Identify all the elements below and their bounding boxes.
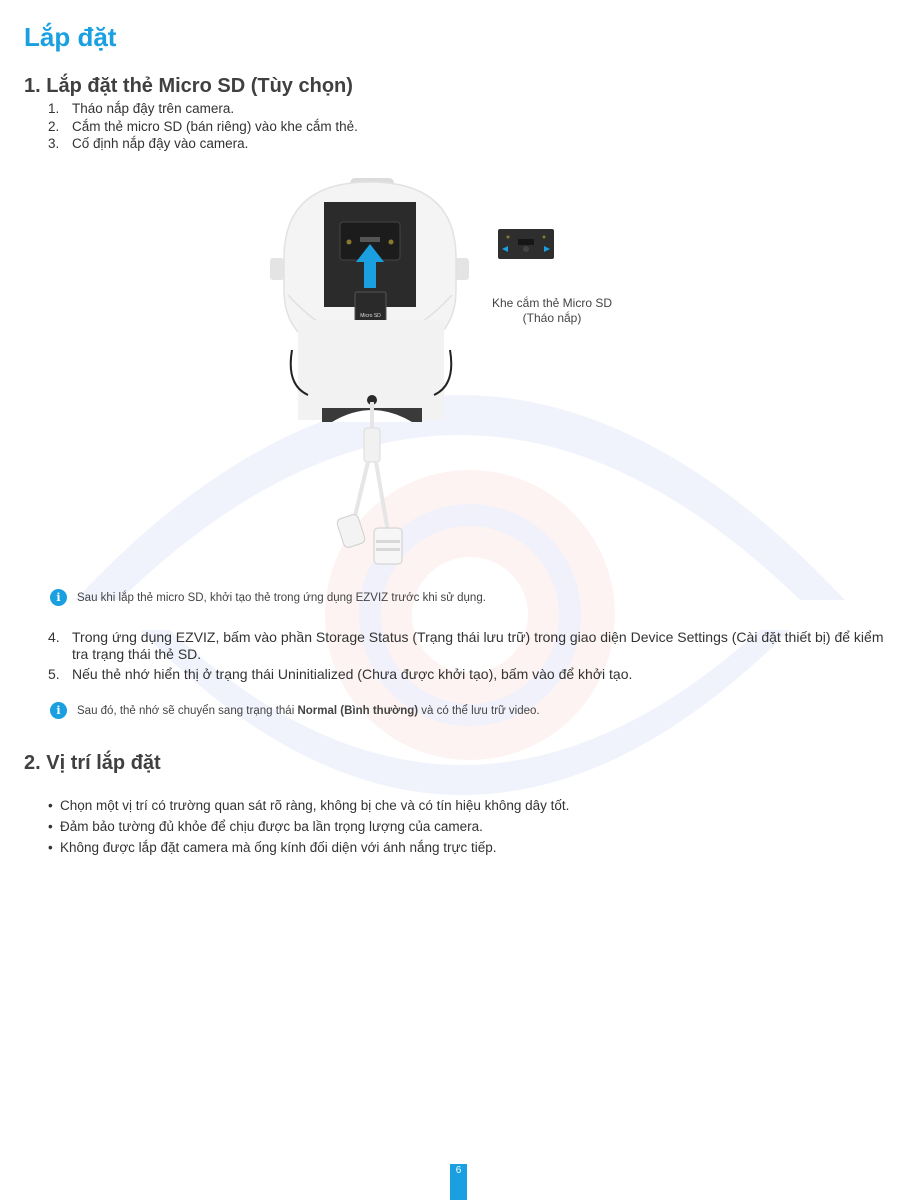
sd-slot-caption: Khe cắm thẻ Micro SD (Tháo nắp) bbox=[491, 296, 613, 325]
sd-install-steps bbox=[48, 100, 468, 153]
info-note: i Sau khi lắp thẻ micro SD, khởi tạo thẻ trong ứng dụng EZVIZ trước khi sử dụng. bbox=[50, 589, 486, 606]
position-bullets bbox=[48, 795, 569, 858]
camera-illustration bbox=[262, 170, 477, 570]
list-item: 2. Cắm thẻ micro SD (bán riêng) vào khe cắm thẻ. bbox=[48, 118, 358, 134]
list-item: 4. Trong ứng dụng EZVIZ, bấm vào phần Storage Status (Trạng thái lưu trữ) trong giao diện Device Settings (Cài đặt thiết bị) để kiểm tra trạng thái thẻ SD. bbox=[48, 629, 884, 662]
sd-status-steps bbox=[48, 629, 888, 683]
list-item: • Đảm bảo tường đủ khỏe để chịu được ba lần trọng lượng của camera. bbox=[48, 816, 569, 837]
page-number: 6 bbox=[450, 1164, 467, 1200]
info-icon: i bbox=[50, 702, 67, 719]
list-item: • Không được lắp đặt camera mà ống kính đối diện với ánh nắng trực tiếp. bbox=[48, 837, 569, 858]
info-note: i Sau đó, thẻ nhớ sẽ chuyển sang trạng thái Normal (Bình thường) và có thể lưu trữ video. bbox=[50, 702, 540, 719]
list-item: • Chọn một vị trí có trường quan sát rõ ràng, không bị che và có tín hiệu không dây tốt. bbox=[48, 795, 569, 816]
list-item: 5. Nếu thẻ nhớ hiển thị ở trạng thái Uninitialized (Chưa được khởi tạo), bấm vào để khởi tạo. bbox=[48, 666, 633, 682]
list-item: 1. Tháo nắp đậy trên camera. bbox=[48, 101, 235, 116]
section-heading-micro-sd: 1. Lắp đặt thẻ Micro SD (Tùy chọn) bbox=[24, 75, 353, 97]
page-title: Lắp đặt bbox=[24, 22, 117, 52]
list-item: 3. Cố định nắp đậy vào camera. bbox=[48, 136, 249, 151]
micro-sd-card-label: Micro SD bbox=[360, 313, 381, 319]
section-heading-position: 2. Vị trí lắp đặt bbox=[24, 752, 161, 774]
sd-slot-thumbnail bbox=[498, 229, 554, 259]
info-icon: i bbox=[50, 589, 67, 606]
